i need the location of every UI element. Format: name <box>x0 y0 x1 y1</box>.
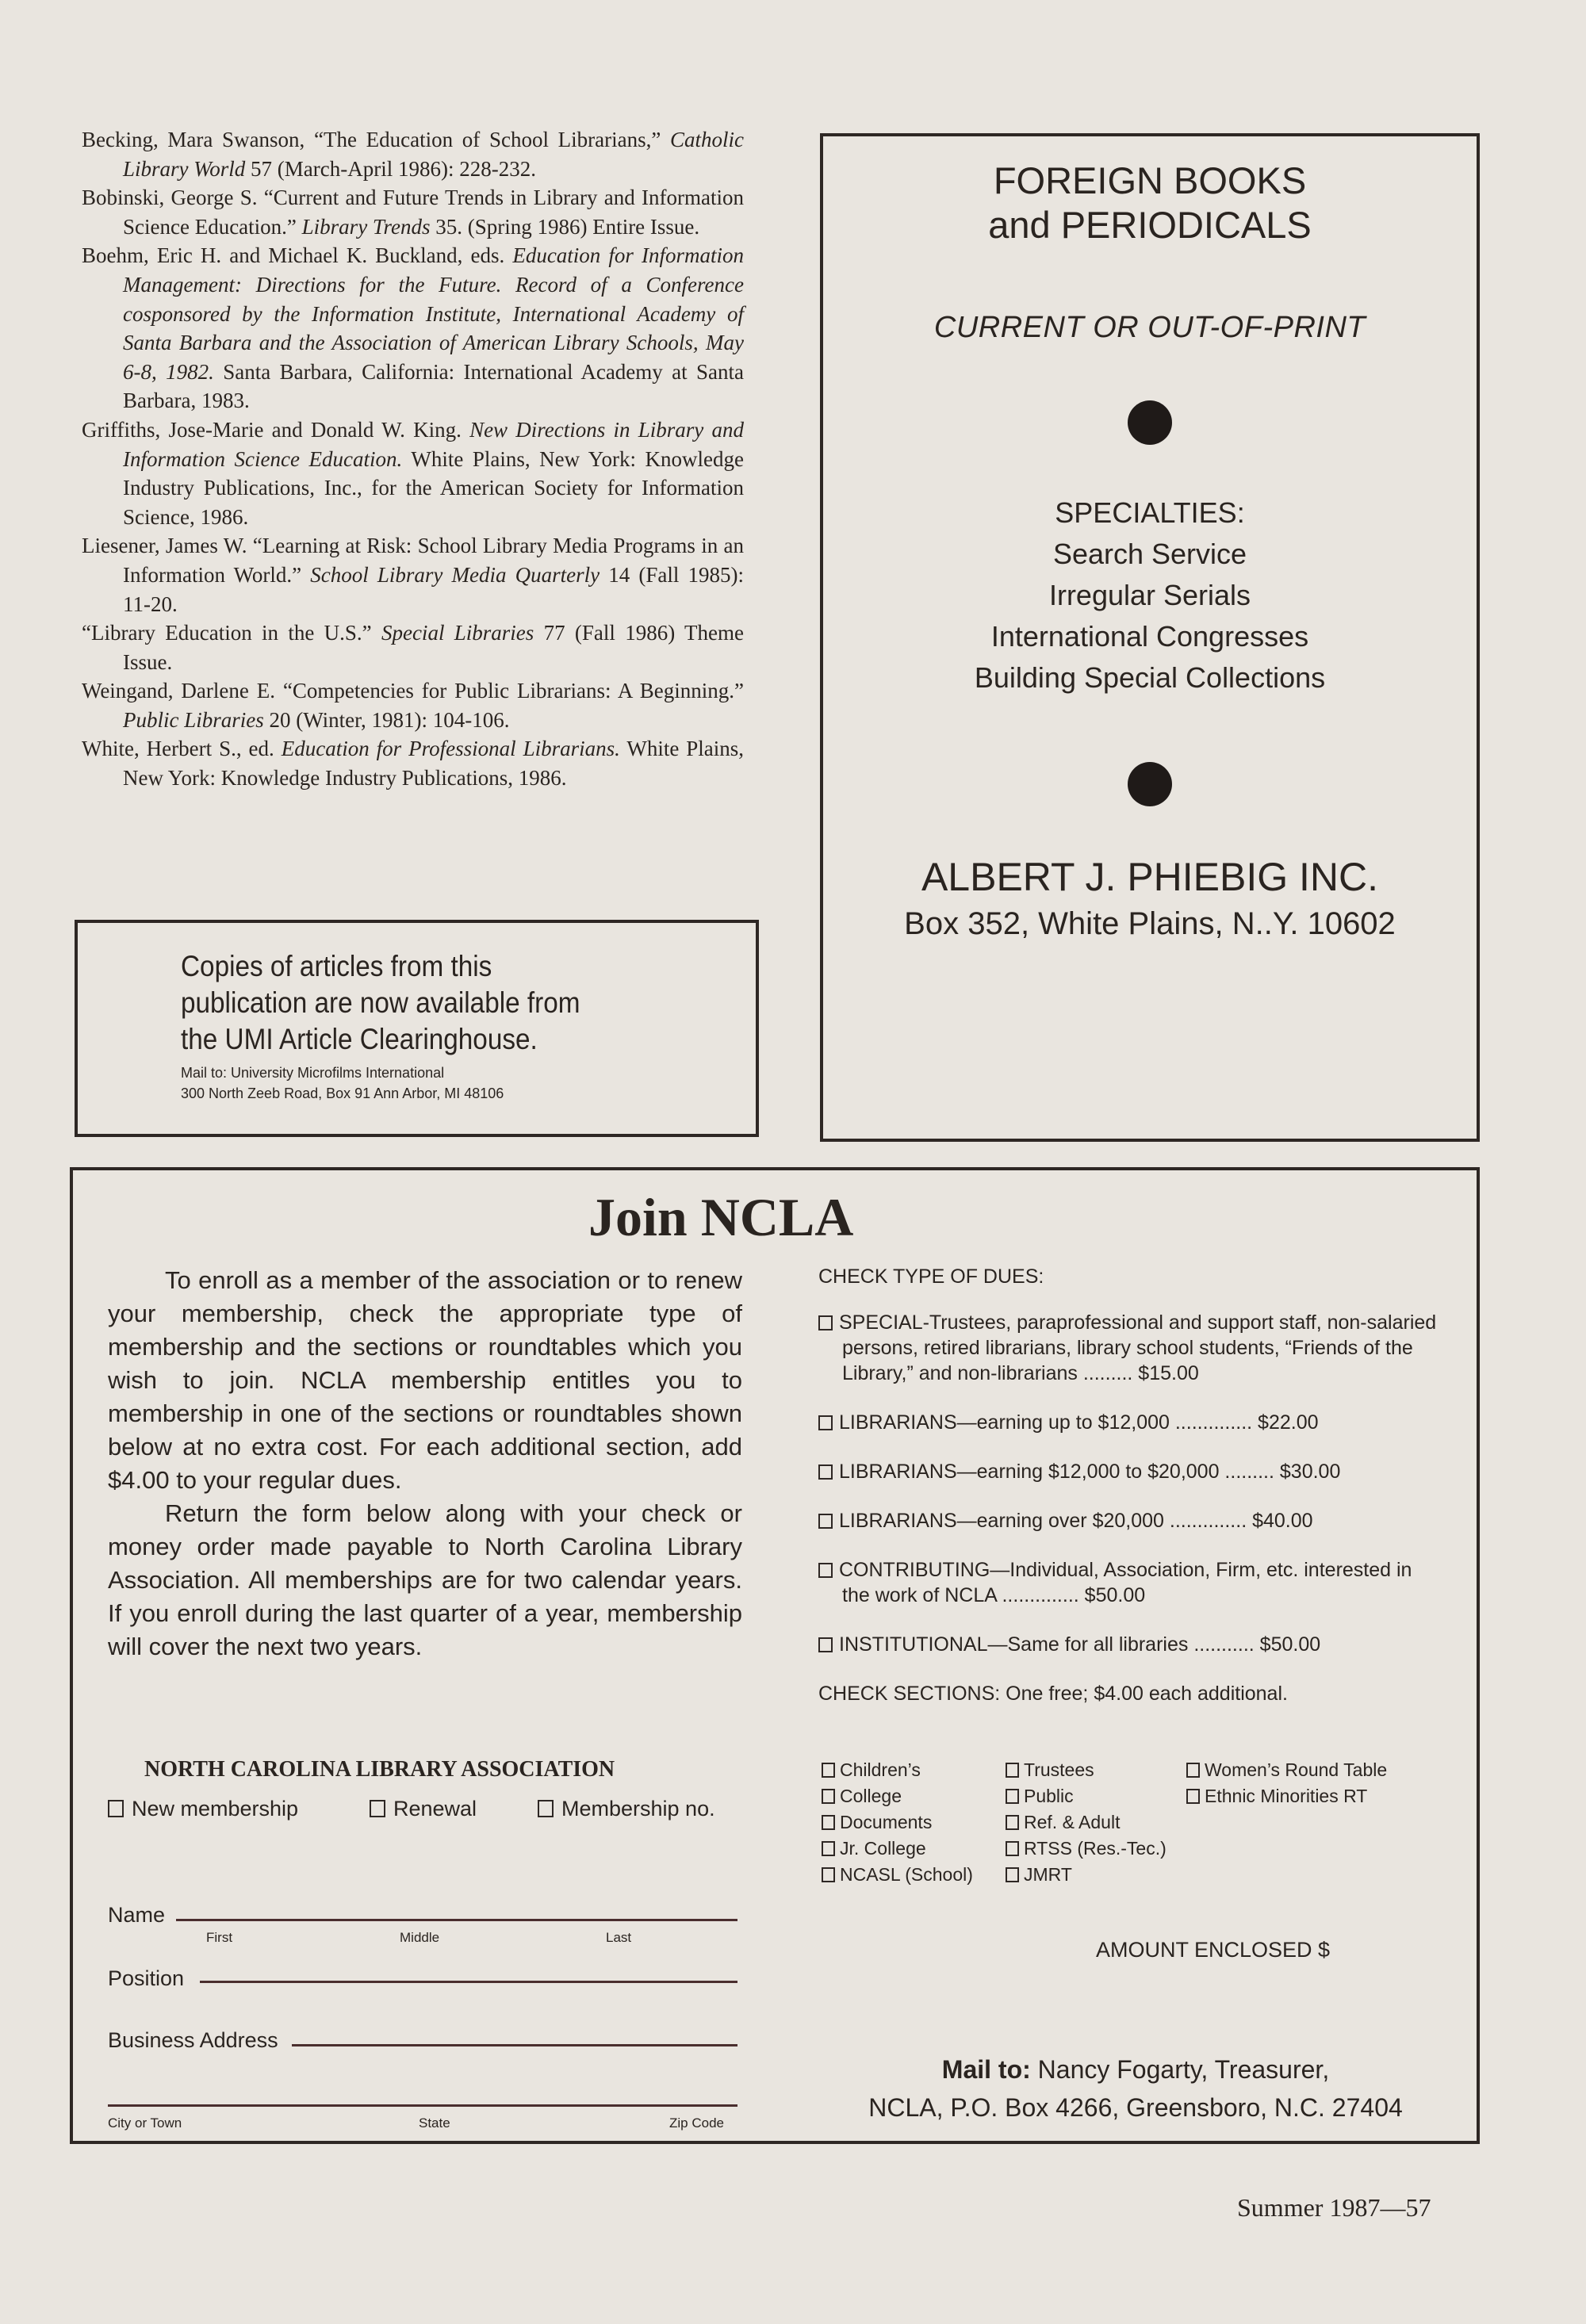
checkbox-icon[interactable] <box>1186 1763 1200 1778</box>
sections-column <box>1006 1757 1167 1888</box>
sections-column <box>822 1757 973 1888</box>
section-checkbox[interactable] <box>1006 1783 1167 1809</box>
section-checkbox[interactable] <box>822 1809 973 1836</box>
renewal-checkbox[interactable] <box>370 1797 477 1821</box>
position-field[interactable] <box>200 1981 737 1983</box>
checkbox-icon[interactable] <box>108 1800 124 1817</box>
dues-label: LIBRARIANS—earning $12,000 to $20,000 ......... $30.00 <box>839 1461 1341 1483</box>
dues-option[interactable] <box>818 1632 1445 1657</box>
reference-entry <box>82 415 744 531</box>
section-checkbox[interactable] <box>1186 1783 1387 1809</box>
name-label: Name <box>108 1903 166 1927</box>
bullet-dot-icon <box>1128 400 1172 445</box>
sections-label: CHECK SECTIONS: One free; $4.00 each additional. <box>818 1683 1288 1705</box>
umi-notice <box>75 920 759 1137</box>
dues-label: CONTRIBUTING—Individual, Association, Firm, etc. interested in the work of NCLA .............. $50.00 <box>839 1559 1412 1606</box>
mail-label: Mail to: <box>941 2055 1031 2084</box>
section-label: Ref. & Adult <box>1024 1812 1121 1832</box>
amount-enclosed[interactable]: AMOUNT ENCLOSED $ <box>1096 1938 1331 1962</box>
first-label: First <box>206 1930 233 1945</box>
membership-no-checkbox[interactable] <box>538 1797 715 1821</box>
new-membership-checkbox[interactable] <box>108 1797 298 1821</box>
position-label: Position <box>108 1966 185 1990</box>
mail-to <box>834 2050 1437 2127</box>
business-address-label: Business Address <box>108 2028 278 2052</box>
specialty: Irregular Serials <box>1048 579 1251 611</box>
checkbox-icon[interactable] <box>818 1637 833 1652</box>
label: Renewal <box>393 1797 477 1821</box>
dues-label: SPECIAL-Trustees, paraprofessional and support staff, non-salaried persons, retired librarians, library school students, “Friends of the Library,” and non-librarians ......... $15.00 <box>839 1311 1437 1384</box>
ad-subtitle: CURRENT OR OUT-OF-PRINT <box>933 311 1366 344</box>
section-label: NCASL (School) <box>840 1864 973 1885</box>
section-checkbox[interactable] <box>1006 1862 1167 1888</box>
section-label: JMRT <box>1024 1864 1072 1885</box>
checkbox-icon[interactable] <box>1006 1867 1019 1882</box>
dues-label: LIBRARIANS—earning up to $12,000 .............. $22.00 <box>839 1411 1319 1434</box>
checkbox-icon[interactable] <box>822 1867 835 1882</box>
mail-address: NCLA, P.O. Box 4266, Greensboro, N.C. 27404 <box>868 2093 1403 2122</box>
references-list <box>82 125 744 793</box>
ncla-title: Join NCLA <box>588 1187 854 1247</box>
checkbox-icon[interactable] <box>822 1789 835 1804</box>
intro-paragraph: To enroll as a member of the association or to renew your membership, check the appropriate type of membership and the sections or roundtables which you wish to join. NCLA membership entitles you to membership in one of the sections or roundtables shown below at no extra cost. For each additional section, add $4.00 to your regular dues. <box>108 1266 742 1494</box>
reference-text: Catholic Library World <box>123 128 744 181</box>
checkbox-icon[interactable] <box>370 1800 385 1817</box>
dues-option[interactable] <box>818 1459 1445 1484</box>
specialties-label: SPECIALTIES: <box>1055 496 1245 529</box>
checkbox-icon[interactable] <box>822 1763 835 1778</box>
sections-column <box>1186 1757 1387 1809</box>
reference-text: 35. (Spring 1986) Entire Issue. <box>430 214 700 239</box>
umi-address: 300 North Zeeb Road, Box 91 Ann Arbor, MI 48106 <box>181 1085 504 1101</box>
reference-text: 20 (Winter, 1981): 104-106. <box>263 707 510 732</box>
specialty: Search Service <box>1052 538 1247 570</box>
specialty: Building Special Collections <box>974 661 1326 694</box>
reference-text: Griffiths, Jose-Marie and Donald W. King. <box>82 417 470 442</box>
page-footer: Summer 1987—57 <box>1237 2193 1431 2222</box>
ad-title-1: FOREIGN BOOKS <box>993 159 1307 201</box>
checkbox-icon[interactable] <box>822 1815 835 1830</box>
checkbox-icon[interactable] <box>1006 1815 1019 1830</box>
reference-text: Education for Information Management: Directions for the Future. Record of a Conference cosponsored by the Information Institute, International Academy of Santa Barbara and the Association of American Library Schools, May 6-8, 1982. <box>123 243 744 384</box>
section-label: Women’s Round Table <box>1205 1759 1388 1780</box>
reference-text: Bobinski, George S. “Current and Future Trends in Library and Information Science Education.” <box>82 186 744 239</box>
reference-text: “Library Education in the U.S.” <box>82 621 381 645</box>
label: Membership no. <box>561 1797 715 1821</box>
middle-label: Middle <box>400 1930 440 1945</box>
intro-text <box>108 1264 742 1664</box>
checkbox-icon[interactable] <box>818 1464 833 1480</box>
section-label: Jr. College <box>840 1838 926 1859</box>
section-checkbox[interactable] <box>1006 1809 1167 1836</box>
checkbox-icon[interactable] <box>1006 1763 1019 1778</box>
reference-text: Weingand, Darlene E. “Competencies for Public Librarians: A Beginning.” <box>82 679 744 703</box>
city-label: City or Town <box>108 2115 182 2131</box>
dues-label: CHECK TYPE OF DUES: <box>818 1265 1044 1288</box>
ad-address: Box 352, White Plains, N..Y. 10602 <box>904 906 1396 941</box>
checkbox-icon[interactable] <box>818 1563 833 1578</box>
reference-entry <box>82 125 744 183</box>
checkbox-icon[interactable] <box>1186 1789 1200 1804</box>
reference-text: White, Herbert S., ed. <box>82 737 282 761</box>
dues-label: LIBRARIANS—earning over $20,000 .............. $40.00 <box>839 1510 1313 1532</box>
reference-text: 77 (Fall 1986) Theme Issue. <box>123 621 744 674</box>
bullet-dot-icon <box>1128 762 1172 806</box>
business-address-field[interactable] <box>292 2044 737 2046</box>
reference-entry <box>82 241 744 415</box>
dues-option[interactable] <box>818 1410 1445 1435</box>
section-label: Public <box>1024 1786 1074 1806</box>
section-checkbox[interactable] <box>1006 1757 1167 1783</box>
state-label: State <box>419 2115 450 2131</box>
foreign-books-ad <box>820 133 1480 1142</box>
reference-entry <box>82 531 744 618</box>
section-label: Children’s <box>840 1759 921 1780</box>
reference-text: Public Libraries <box>123 707 264 732</box>
dues-label: INSTITUTIONAL—Same for all libraries ........... $50.00 <box>839 1633 1321 1656</box>
reference-text: Liesener, James W. “Learning at Risk: School Library Media Programs in an Information World.” <box>82 534 744 587</box>
reference-text: Santa Barbara, California: International Academy at Santa Barbara, 1983. <box>123 359 745 413</box>
dues-option[interactable] <box>818 1508 1445 1533</box>
checkbox-icon[interactable] <box>1006 1789 1019 1804</box>
section-label: College <box>840 1786 902 1806</box>
dues-option[interactable] <box>818 1557 1445 1608</box>
reference-text: Special Libraries <box>381 621 534 645</box>
mail-line: Nancy Fogarty, Treasurer, <box>1030 2055 1330 2084</box>
umi-line: Copies of articles from this <box>181 950 492 982</box>
label: New membership <box>132 1797 299 1821</box>
checkbox-icon[interactable] <box>822 1841 835 1856</box>
ncla-membership-form <box>70 1167 1480 2144</box>
reference-entry <box>82 618 744 676</box>
reference-text: School Library Media Quarterly <box>310 562 600 587</box>
umi-line: the UMI Article Clearinghouse. <box>181 1023 538 1055</box>
section-label: Trustees <box>1024 1759 1094 1780</box>
last-label: Last <box>606 1930 632 1945</box>
reference-entry <box>82 734 744 792</box>
reference-entry <box>82 183 744 241</box>
section-checkbox[interactable] <box>822 1757 973 1783</box>
reference-text: Boehm, Eric H. and Michael K. Buckland, eds. <box>82 243 513 268</box>
reference-text: New Directions in Library and Information Science Education. <box>123 417 744 471</box>
name-field[interactable] <box>176 1919 737 1921</box>
reference-entry <box>82 676 744 734</box>
reference-text: White Plains, New York: Knowledge Industry Publications, 1986. <box>123 737 745 791</box>
section-checkbox[interactable] <box>1186 1757 1387 1783</box>
reference-text: 57 (March-April 1986): 228-232. <box>245 156 536 181</box>
intro-paragraph: Return the form below along with your check or money order made payable to North Carolina Library Association. All memberships are for two calendar years. If you enroll during the last quarter of a year, membership will cover the next two years. <box>108 1499 742 1660</box>
umi-mail: Mail to: University Microfilms International <box>181 1065 445 1081</box>
umi-line: publication are now available from <box>181 986 580 1019</box>
zip-label: Zip Code <box>669 2115 724 2131</box>
checkbox-icon[interactable] <box>1006 1841 1019 1856</box>
specialty: International Congresses <box>990 620 1309 653</box>
ad-company: ALBERT J. PHIEBIG INC. <box>921 855 1379 899</box>
section-label: Ethnic Minorities RT <box>1205 1786 1368 1806</box>
checkbox-icon[interactable] <box>818 1315 833 1330</box>
section-checkbox[interactable] <box>822 1862 973 1888</box>
section-checkbox[interactable] <box>1006 1836 1167 1862</box>
city-state-zip-field[interactable] <box>108 2104 737 2107</box>
section-checkbox[interactable] <box>822 1836 973 1862</box>
checkbox-icon[interactable] <box>818 1415 833 1430</box>
dues-option[interactable] <box>818 1310 1445 1386</box>
checkbox-icon[interactable] <box>538 1800 554 1817</box>
reference-text: Library Trends <box>301 214 431 239</box>
dues-section <box>818 1264 1445 1706</box>
reference-text: Becking, Mara Swanson, “The Education of School Librarians,” <box>82 128 670 151</box>
checkbox-icon[interactable] <box>818 1514 833 1529</box>
reference-text: 14 (Fall 1985): 11-20. <box>123 562 744 616</box>
ad-title-2: and PERIODICALS <box>988 204 1312 246</box>
reference-text: Education for Professional Librarians. <box>281 737 620 761</box>
reference-text: White Plains, New York: Knowledge Industry Publications, Inc., for the American Society for Information Science, 1986. <box>123 446 745 529</box>
section-checkbox[interactable] <box>822 1783 973 1809</box>
association-heading: NORTH CAROLINA LIBRARY ASSOCIATION <box>144 1757 615 1782</box>
section-label: RTSS (Res.-Tec.) <box>1024 1838 1167 1859</box>
section-label: Documents <box>840 1812 933 1832</box>
